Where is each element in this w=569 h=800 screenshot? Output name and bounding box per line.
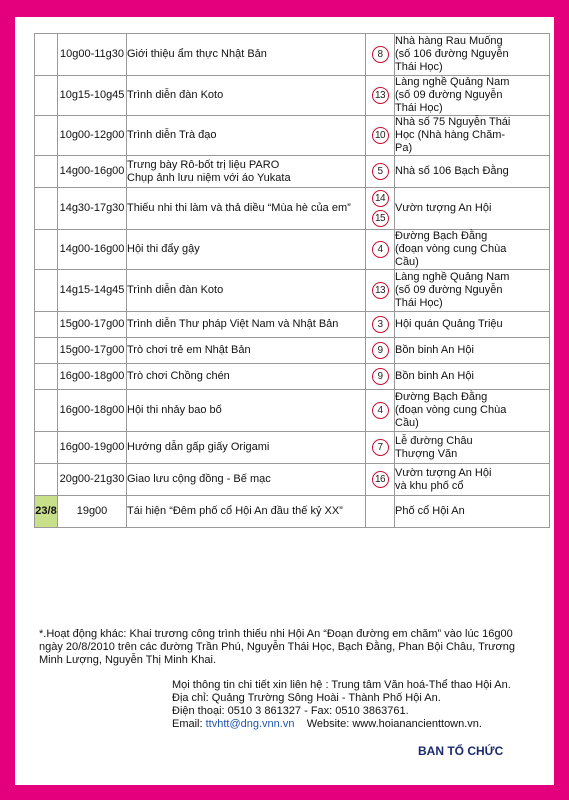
schedule-row [35, 34, 550, 76]
schedule-row [35, 116, 550, 156]
date-cell [35, 34, 58, 76]
location-cell [395, 432, 550, 464]
time-cell: 14g30-17g30 [58, 188, 127, 230]
time-cell: 15g00-17g00 [58, 338, 127, 364]
map-number-badge: 9 [372, 368, 389, 385]
schedule-row [35, 230, 550, 270]
map-number-cell [366, 116, 395, 156]
schedule-row [35, 390, 550, 432]
email-line [172, 718, 552, 731]
location-line: Vườn tượng An Hội [395, 466, 492, 479]
activity-line: Trình diễn đàn Koto [127, 89, 224, 101]
time-cell: 19g00 [58, 496, 127, 528]
activity-line: Hướng dẫn gấp giấy Origami [127, 441, 270, 453]
date-cell [35, 464, 58, 496]
map-number-badge: 4 [372, 402, 389, 419]
location-line: và khu phố cổ [395, 479, 464, 492]
schedule-row [35, 270, 550, 312]
time-cell: 10g00-12g00 [58, 116, 127, 156]
location-cell [395, 464, 550, 496]
location-line: (đoạn vòng cung Chùa [395, 404, 507, 416]
schedule-row [35, 432, 550, 464]
activity-line: Trình diễn Thư pháp Việt Nam và Nhật Bản [127, 318, 339, 330]
activity-cell [127, 188, 366, 230]
address-line: Địa chỉ: Quảng Trường Sông Hoài - Thành Phố Hội An. [172, 692, 441, 704]
location-line: Thái Học) [395, 297, 443, 309]
date-cell [35, 312, 58, 338]
schedule-row [35, 156, 550, 188]
organizer-signature: BAN TỔ CHỨC [418, 744, 504, 758]
activity-cell [127, 432, 366, 464]
location-cell [395, 270, 550, 312]
activity-line: Hội thi đẩy gậy [127, 243, 200, 255]
map-number-cell [366, 464, 395, 496]
activity-cell [127, 364, 366, 390]
date-cell [35, 270, 58, 312]
schedule-row [35, 76, 550, 116]
location-line: Nhà số 106 Bạch Đằng [395, 165, 509, 177]
date-cell [35, 364, 58, 390]
activity-cell [127, 156, 366, 188]
activity-line: Giới thiệu ẩm thực Nhật Bản [127, 48, 267, 60]
date-cell [35, 338, 58, 364]
location-cell [395, 390, 550, 432]
schedule-row [35, 188, 550, 230]
location-cell [395, 116, 550, 156]
location-cell [395, 338, 550, 364]
map-number-badge: 9 [372, 342, 389, 359]
time-cell: 16g00-18g00 [58, 364, 127, 390]
map-number-cell [366, 364, 395, 390]
event-schedule-page [15, 17, 554, 785]
time-cell: 10g00-11g30 [58, 34, 127, 76]
map-number-cell [366, 432, 395, 464]
activity-cell [127, 496, 366, 528]
schedule-row [35, 496, 550, 528]
other-activities-note: *.Hoạt động khác: Khai trương công trình thiếu nhi Hội An “Đoạn đường em chăm” vào lúc 16g00 ngày 20/8/2010 trên các đường Trần Phú, Nguyễn Thái Học, Bạch Đằng, Phan Bội Châu, Trương Minh Lượng, Nguyễn Thị Minh Khai. [39, 628, 515, 666]
activity-cell [127, 338, 366, 364]
time-cell: 14g15-14g45 [58, 270, 127, 312]
activity-cell [127, 76, 366, 116]
location-cell [395, 188, 550, 230]
activity-line: Trình diễn đàn Koto [127, 284, 224, 296]
email-link[interactable]: ttvhtt@dng.vnn.vn [205, 718, 295, 730]
activity-line: Thiếu nhi thi làm và thả diều “Mùa hè của em” [127, 202, 351, 214]
map-number-badge: 7 [372, 439, 389, 456]
location-cell [395, 312, 550, 338]
date-cell [35, 188, 58, 230]
phone-line: Điện thoại: 0510 3 861327 - Fax: 0510 3863761. [172, 705, 409, 717]
activity-line: Giao lưu cộng đồng - Bế mạc [127, 473, 271, 485]
activity-cell [127, 464, 366, 496]
location-line: (số 09 đường Nguyễn [395, 284, 503, 296]
map-number-cell [366, 270, 395, 312]
activity-cell [127, 116, 366, 156]
location-cell [395, 230, 550, 270]
activity-cell [127, 230, 366, 270]
time-cell: 20g00-21g30 [58, 464, 127, 496]
date-cell [35, 230, 58, 270]
map-number-badge: 13 [372, 282, 389, 299]
location-line: Cầu) [395, 417, 419, 429]
location-line: Học (Nhà hàng Chăm- [395, 129, 506, 141]
map-number-badge: 5 [372, 163, 389, 180]
location-line: Nhà hàng Rau Muống [395, 35, 503, 47]
location-line: (đoạn vòng cung Chùa [395, 243, 507, 255]
time-cell: 16g00-19g00 [58, 432, 127, 464]
location-cell [395, 34, 550, 76]
map-number-cell [366, 496, 395, 528]
location-line: Thượng Văn [395, 447, 458, 460]
contact-line: Mọi thông tin chi tiết xin liên hệ : Trung tâm Văn hoá-Thể thao Hội An. [172, 679, 511, 691]
map-number-badge: 14 [372, 190, 389, 207]
location-cell [395, 76, 550, 116]
date-cell [35, 390, 58, 432]
location-line: Đường Bạch Đằng [395, 391, 488, 403]
contact-info [172, 679, 552, 731]
date-cell [35, 432, 58, 464]
map-number-badge: 3 [372, 316, 389, 333]
schedule-table [34, 33, 550, 528]
activity-cell [127, 270, 366, 312]
date-cell: 23/8 [35, 496, 58, 528]
map-number-cell [366, 156, 395, 188]
location-line: Hội quán Quảng Triệu [395, 318, 503, 330]
location-line: Phố cổ Hội An [395, 505, 465, 517]
map-number-cell [366, 230, 395, 270]
date-cell [35, 156, 58, 188]
map-number-badge: 15 [372, 210, 389, 227]
location-line: Làng nghề Quảng Nam [395, 271, 510, 283]
schedule-row [35, 364, 550, 390]
time-cell: 14g00-16g00 [58, 230, 127, 270]
activity-line: Trò chơi Chồng chén [127, 370, 230, 382]
time-cell: 15g00-17g00 [58, 312, 127, 338]
location-cell [395, 364, 550, 390]
map-number-badge: 13 [372, 87, 389, 104]
date-cell [35, 116, 58, 156]
map-number-badge: 10 [372, 127, 389, 144]
schedule-row [35, 338, 550, 364]
location-line: Vườn tượng An Hội [395, 202, 492, 214]
time-cell: 10g15-10g45 [58, 76, 127, 116]
website-link[interactable]: www.hoianancienttown.vn. [352, 718, 482, 730]
map-number-badge: 8 [372, 46, 389, 63]
time-cell: 16g00-18g00 [58, 390, 127, 432]
location-line: Pa) [395, 142, 413, 154]
map-number-cell [366, 390, 395, 432]
schedule-row [35, 464, 550, 496]
location-line: Lễ đường Châu [395, 434, 473, 447]
map-number-cell [366, 312, 395, 338]
activity-line: Hội thi nhảy bao bố [127, 404, 222, 416]
map-number-cell [366, 338, 395, 364]
date-cell [35, 76, 58, 116]
map-number-cell [366, 76, 395, 116]
time-cell: 14g00-16g00 [58, 156, 127, 188]
activity-line: Trò chơi trẻ em Nhật Bản [127, 344, 251, 356]
activity-line: Chụp ảnh lưu niệm với áo Yukata [127, 171, 291, 184]
activity-cell [127, 34, 366, 76]
location-cell [395, 156, 550, 188]
location-line: Đường Bạch Đằng [395, 230, 488, 242]
schedule-row [35, 312, 550, 338]
location-cell [395, 496, 550, 528]
location-line: Làng nghề Quảng Nam [395, 76, 510, 88]
email-label: Email: [172, 718, 206, 730]
location-line: Nhà số 75 Nguyễn Thái [395, 116, 511, 128]
map-number-badge: 16 [372, 471, 389, 488]
location-line: Bồn binh An Hội [395, 344, 474, 356]
activity-cell [127, 312, 366, 338]
activity-line: Trưng bày Rô-bốt trị liệu PARO [127, 158, 280, 171]
activity-cell [127, 390, 366, 432]
map-number-cell [366, 34, 395, 76]
location-line: (số 09 đường Nguyễn [395, 89, 503, 101]
activity-line: Trình diễn Trà đạo [127, 129, 217, 141]
location-line: Cầu) [395, 256, 419, 268]
location-line: Thái Học) [395, 102, 443, 114]
map-number-cell [366, 188, 395, 230]
map-number-badge: 4 [372, 241, 389, 258]
location-line: (số 106 đường Nguyễn [395, 48, 509, 60]
location-line: Thái Học) [395, 61, 443, 73]
location-line: Bồn binh An Hội [395, 370, 474, 382]
activity-line: Tái hiện “Đêm phố cổ Hội An đầu thế kỷ XX” [127, 505, 343, 517]
website-label: Website: [306, 718, 353, 730]
